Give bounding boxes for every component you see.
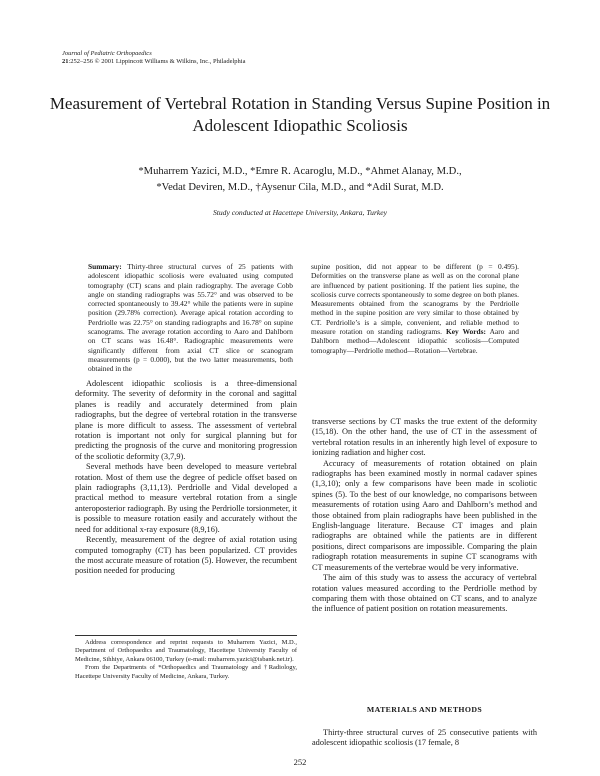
paragraph: Thirty-three structural curves of 25 consecutive patients with adolescent idiopathic scoliosis (17 female, 8 bbox=[312, 728, 537, 748]
journal-header bbox=[62, 50, 245, 65]
abstract-text-right: supine position, did not appear to be different (p = 0.495). Deformities on the transverse plane as well as on the coronal plane are influenced by patient positioning. If the patient lies supine, the scoliosis curve corrects spontaneously to some degree on both planes. Measurements obtained from the scanograms by the Perdriolle method in the supine position are very similar to those obtained by CT. Perdriolle’s is a simple, convenient, and reliable method to measure rotation on standing radiograms. bbox=[311, 262, 519, 337]
abstract-label: Summary: bbox=[88, 262, 122, 271]
paragraph: The aim of this study was to assess the accuracy of vertebral rotation values measured according to the Perdriolle method by comparing them with those obtained on CT scans, and to analyze the influence of patient position on rotation measurements. bbox=[312, 573, 537, 614]
section-paragraph bbox=[312, 728, 537, 749]
abstract-right-column bbox=[311, 262, 519, 355]
paragraph: Accuracy of measurements of rotation obtained on plain radiographs has been examined mostly in normal cadaver spines (1,3,10); only a few comparisons have been made in scoliotic spines (5). To the best of our knowledge, no comparisons between measurements of rotation using Aaro and Dahlborn’s method and those obtained from plain radiographs have been published in the English-language literature. Because CT images and plain radiographs are obtained while the patients are in different positions, direct comparisons are impossible. Comparing the plain radiograph rotation measurements in supine CT scanograms with CT measurements of the vertebrae would be very informative. bbox=[312, 458, 537, 572]
paragraph: Recently, measurement of the degree of axial rotation using computed tomography (CT) has been popularized. CT provides the most accurate measure of rotation (5). However, the recumbent position needed for producing bbox=[75, 535, 297, 576]
page-number: 252 bbox=[293, 757, 307, 767]
study-location: Study conducted at Hacettepe University, Ankara, Turkey bbox=[212, 208, 388, 217]
article-title: Measurement of Vertebral Rotation in Standing Versus Supine Position in Adolescent Idiopathic Scoliosis bbox=[49, 94, 551, 135]
body-left-column bbox=[75, 379, 297, 577]
body-right-column bbox=[312, 417, 537, 615]
journal-citation bbox=[62, 58, 245, 66]
journal-volume: 21 bbox=[62, 57, 69, 65]
paragraph: Adolescent idiopathic scoliosis is a three-dimensional deformity. The severity of deformity in the coronal and sagittal planes is readily and accurately determined from plain radiographs, but the degree of vertebral rotation in the transverse plane is more difficult to assess. The assessment of vertebral rotation is important not only for surgical planning but for predicting the prognosis of the curve and monitoring progression of the scoliotic deformity (3,7,9). bbox=[75, 379, 297, 461]
footnote-divider bbox=[75, 635, 297, 636]
footnote-correspondence: Address correspondence and reprint requests to Muharrem Yazici, M.D., Department of Orthopaedics and Traumatology, Hacettepe University Faculty of Medicine, Sihhiye, Ankara 06100, Turkey (e-mail: muharrem.yazici@isbank.net.tr). bbox=[75, 639, 297, 663]
footnotes bbox=[75, 639, 297, 681]
abstract-left-column bbox=[88, 262, 293, 374]
author-list bbox=[60, 164, 540, 195]
paragraph: Several methods have been developed to measure vertebral rotation. Most of them use the degree of pedicle offset based on plain radiographs (3,11,13). Perdriolle and Vidal developed a practical method to measure vertebral rotation from a single anteroposterior radiograph. By using the Perdriolle torsionmeter, it is possible to measure rotation easily and accurately without the need for additional x-ray exposure (8,9,16). bbox=[75, 462, 297, 534]
paragraph: transverse sections by CT masks the true extent of the deformity (15,18). On the other hand, the use of CT in the assessment of vertebral rotation results in an inherently high level of exposure to ionizing radiation and higher cost. bbox=[312, 417, 537, 458]
journal-name: Journal of Pediatric Orthopaedics bbox=[62, 50, 152, 57]
journal-citation-text: :252–256 © 2001 Lippincott Williams & Wilkins, Inc., Philadelphia bbox=[68, 57, 246, 65]
section-heading: MATERIALS AND METHODS bbox=[366, 705, 483, 714]
keywords-text: Aaro and Dahlborn method—Adolescent idiopathic scoliosis—Computed tomography—Perdriolle method—Rotation—Vertebrae. bbox=[311, 327, 519, 355]
author-line-2: *Vedat Deviren, M.D., †Aysenur Cila, M.D., and *Adil Surat, M.D. bbox=[156, 181, 444, 193]
footnote-affiliation: From the Departments of *Orthopaedics and Traumatology and †Radiology, Hacettepe University Faculty of Medicine, Ankara, Turkey. bbox=[75, 664, 297, 680]
author-line-1: *Muharrem Yazici, M.D., *Emre R. Acaroglu, M.D., *Ahmet Alanay, M.D., bbox=[138, 166, 462, 177]
keywords-label: Key Words: bbox=[446, 327, 486, 337]
abstract-text-left: Thirty-three structural curves of 25 patients with adolescent idiopathic scoliosis were evaluated using computed tomography (CT) scans and plain radiography. The average Cobb angle on standing radiographs was 55.72° and was observed to be corrected spontaneously to 39.42° while the patients were in supine position (29.78% correction). Average apical rotation according to Perdriolle was 22.75° on standing radiographs and 16.78° on supine scanograms. The average rotation according to Aaro and Dahlborn on CT scans was 16.48°. Radiographic measurements were significantly different from axial CT slice or scanogram measurements (p = 0.000), but the two latter measurements, both obtained in the bbox=[88, 262, 293, 374]
